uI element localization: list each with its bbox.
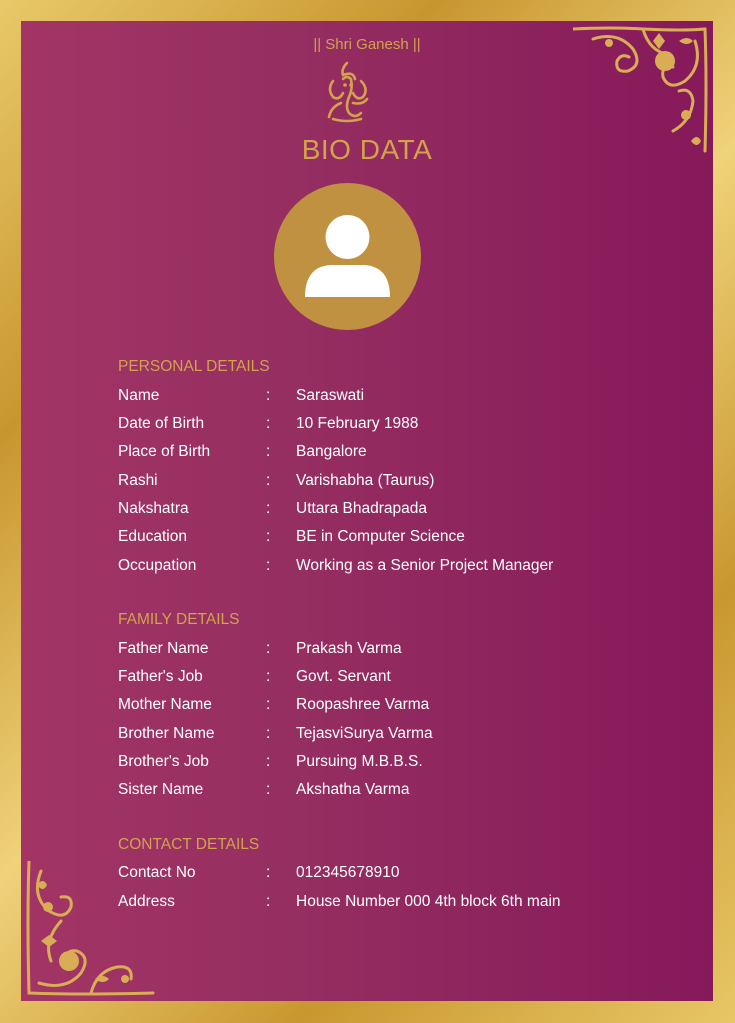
detail-label: Occupation: [118, 557, 197, 574]
contact-details-heading: CONTACT DETAILS: [118, 836, 260, 853]
detail-separator: :: [266, 415, 271, 432]
detail-label: Name: [118, 387, 160, 404]
detail-value: TejasviSurya Varma: [296, 725, 433, 742]
detail-separator: :: [266, 472, 271, 489]
personal-details-heading: PERSONAL DETAILS: [118, 358, 270, 375]
detail-label: Education: [118, 528, 187, 545]
detail-separator: :: [266, 557, 271, 574]
detail-value: 012345678910: [296, 864, 400, 881]
detail-separator: :: [266, 781, 271, 798]
detail-label: Address: [118, 893, 175, 910]
detail-separator: :: [266, 640, 271, 657]
detail-value: Roopashree Varma: [296, 696, 430, 713]
detail-separator: :: [266, 387, 271, 404]
detail-label: Mother Name: [118, 696, 212, 713]
biodata-panel: [21, 21, 713, 1001]
corner-ornament-icon: [21, 861, 161, 1001]
detail-label: Brother's Job: [118, 753, 209, 770]
detail-label: Date of Birth: [118, 415, 205, 432]
detail-separator: :: [266, 443, 271, 460]
detail-label: Rashi: [118, 472, 158, 489]
detail-value: Working as a Senior Project Manager: [296, 557, 554, 574]
detail-value: Akshatha Varma: [296, 781, 410, 798]
invocation-text: || Shri Ganesh ||: [313, 36, 421, 53]
detail-value: Prakash Varma: [296, 640, 402, 657]
detail-value: Saraswati: [296, 387, 365, 404]
detail-label: Place of Birth: [118, 443, 211, 460]
detail-label: Sister Name: [118, 781, 204, 798]
detail-label: Nakshatra: [118, 500, 189, 517]
page-title: BIO DATA: [301, 134, 433, 165]
detail-separator: :: [266, 500, 271, 517]
detail-value: Pursuing M.B.B.S.: [296, 753, 423, 770]
detail-separator: :: [266, 528, 271, 545]
detail-value: Uttara Bhadrapada: [296, 500, 427, 517]
avatar-icon: [274, 183, 421, 330]
detail-separator: :: [266, 864, 271, 881]
detail-label: Father Name: [118, 640, 209, 657]
detail-separator: :: [266, 725, 271, 742]
detail-value: Bangalore: [296, 443, 367, 460]
detail-separator: :: [266, 893, 271, 910]
detail-separator: :: [266, 696, 271, 713]
detail-value: 10 February 1988: [296, 415, 419, 432]
detail-separator: :: [266, 668, 271, 685]
detail-value: House Number 000 4th block 6th main: [296, 893, 561, 910]
detail-value: Varishabha (Taurus): [296, 472, 435, 489]
detail-value: BE in Computer Science: [296, 528, 465, 545]
detail-value: Govt. Servant: [296, 668, 391, 685]
detail-label: Father's Job: [118, 668, 203, 685]
family-details-heading: FAMILY DETAILS: [118, 611, 240, 628]
ganesha-icon: [319, 59, 375, 125]
detail-separator: :: [266, 753, 271, 770]
detail-label: Brother Name: [118, 725, 215, 742]
detail-label: Contact No: [118, 864, 196, 881]
profile-photo: [274, 183, 421, 330]
